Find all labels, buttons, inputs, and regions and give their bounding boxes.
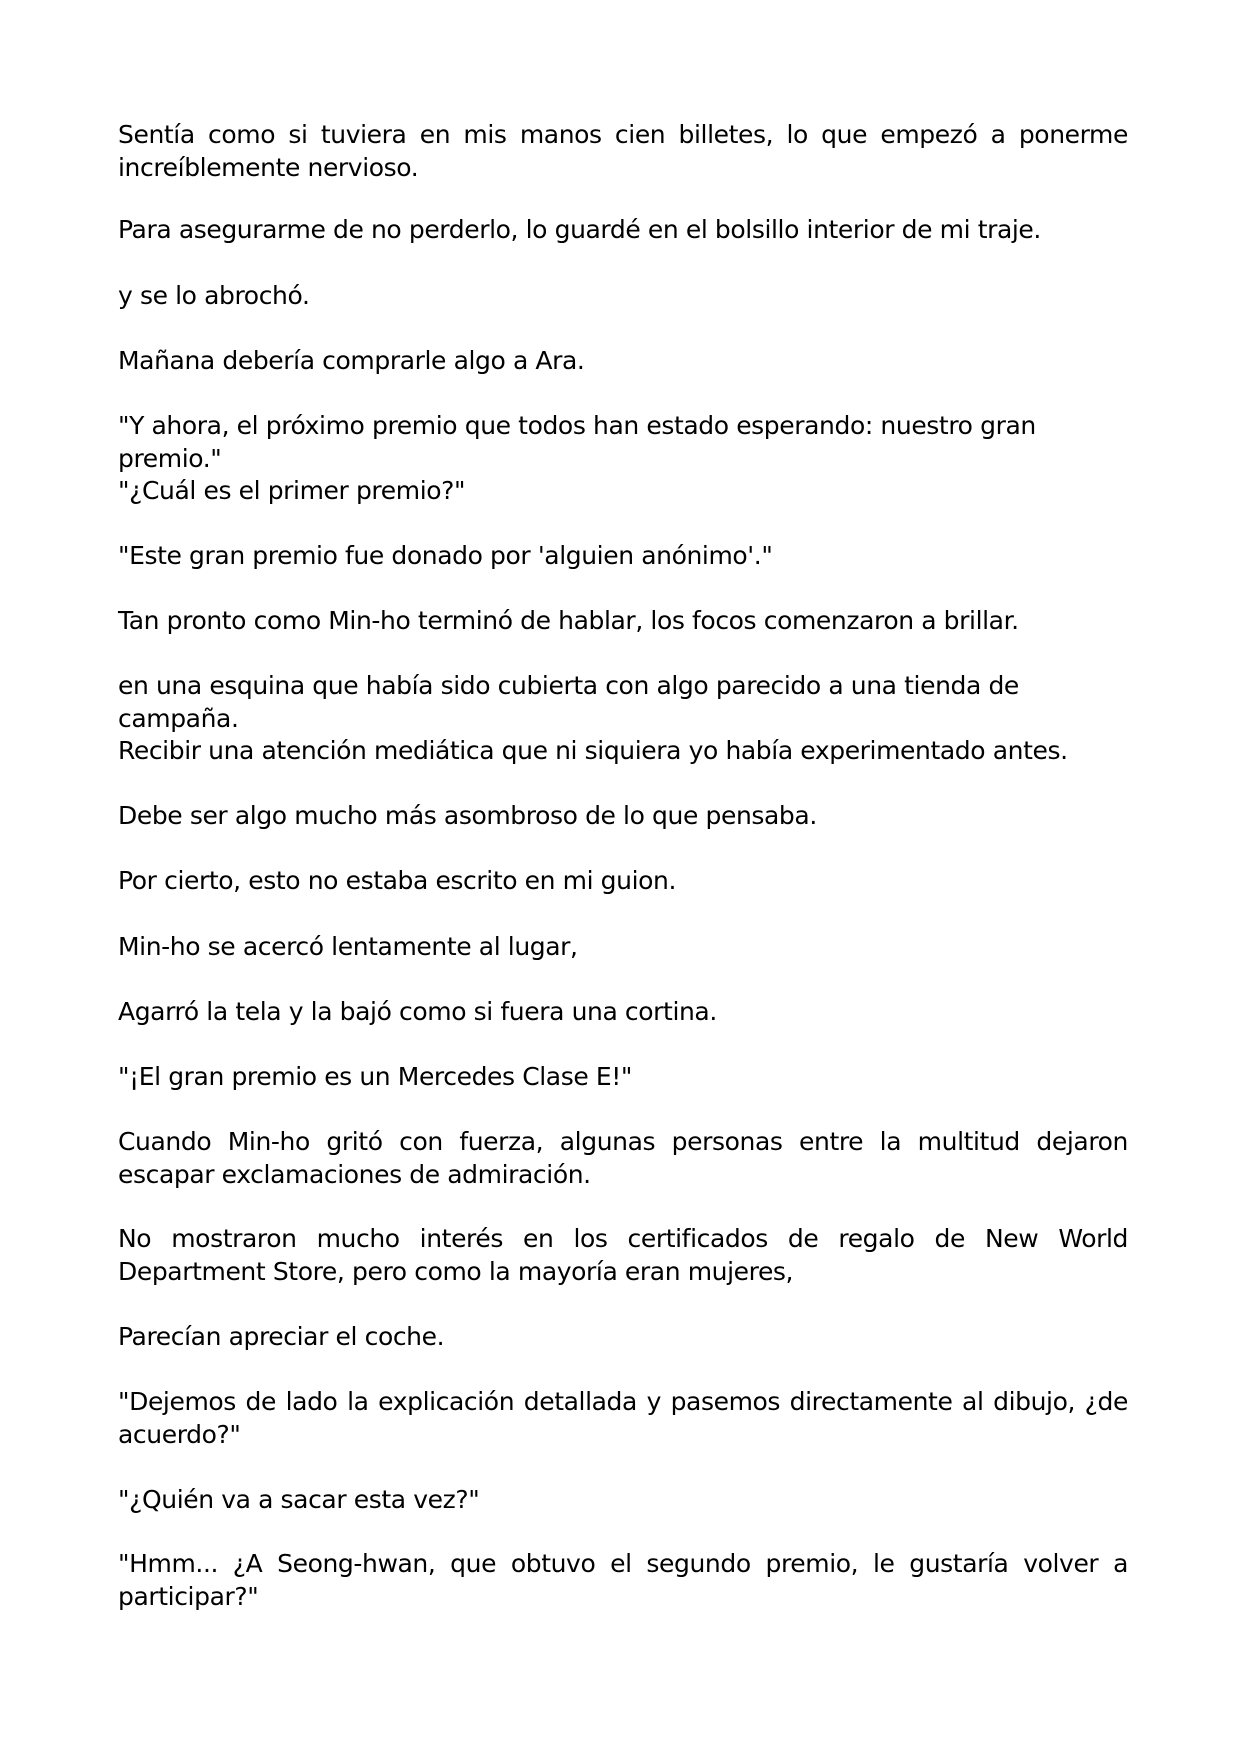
paragraph-1: Sentía como si tuviera en mis manos cien billetes, lo que empezó a ponerme increíblemente nervioso. <box>118 120 1128 182</box>
paragraph-2: Para asegurarme de no perderlo, lo guardé en el bolsillo interior de mi traje. <box>118 215 1041 244</box>
paragraph-21: "Hmm... ¿A Seong-hwan, que obtuvo el segundo premio, le gustaría volver a participar?" <box>118 1549 1128 1611</box>
paragraph-20: "¿Quién va a sacar esta vez?" <box>118 1485 480 1514</box>
paragraph-11: Debe ser algo mucho más asombroso de lo que pensaba. <box>118 801 817 830</box>
paragraph-16: Cuando Min-ho gritó con fuerza, algunas personas entre la multitud dejaron escapar exclamaciones de admiración. <box>118 1127 1128 1189</box>
paragraph-14: Agarró la tela y la bajó como si fuera una cortina. <box>118 997 717 1026</box>
paragraph-6: "¿Cuál es el primer premio?" <box>118 476 466 505</box>
paragraph-9: en una esquina que había sido cubierta con algo parecido a una tienda de campaña. <box>118 671 1019 733</box>
paragraph-17: No mostraron mucho interés en los certificados de regalo de New World Department Store, pero como la mayoría eran mujeres, <box>118 1224 1128 1286</box>
paragraph-5: "Y ahora, el próximo premio que todos han estado esperando: nuestro gran premio." <box>118 411 1036 473</box>
paragraph-10: Recibir una atención mediática que ni siquiera yo había experimentado antes. <box>118 736 1068 765</box>
paragraph-15: "¡El gran premio es un Mercedes Clase E!" <box>118 1062 632 1091</box>
paragraph-4: Mañana debería comprarle algo a Ara. <box>118 346 585 375</box>
paragraph-3: y se lo abrochó. <box>118 281 310 310</box>
paragraph-8: Tan pronto como Min-ho terminó de hablar, los focos comenzaron a brillar. <box>118 606 1019 635</box>
paragraph-18: Parecían apreciar el coche. <box>118 1322 445 1351</box>
paragraph-13: Min-ho se acercó lentamente al lugar, <box>118 932 578 961</box>
paragraph-12: Por cierto, esto no estaba escrito en mi guion. <box>118 866 677 895</box>
paragraph-19: "Dejemos de lado la explicación detallada y pasemos directamente al dibujo, ¿de acuerdo?" <box>118 1387 1128 1449</box>
paragraph-7: "Este gran premio fue donado por 'alguien anónimo'." <box>118 541 773 570</box>
